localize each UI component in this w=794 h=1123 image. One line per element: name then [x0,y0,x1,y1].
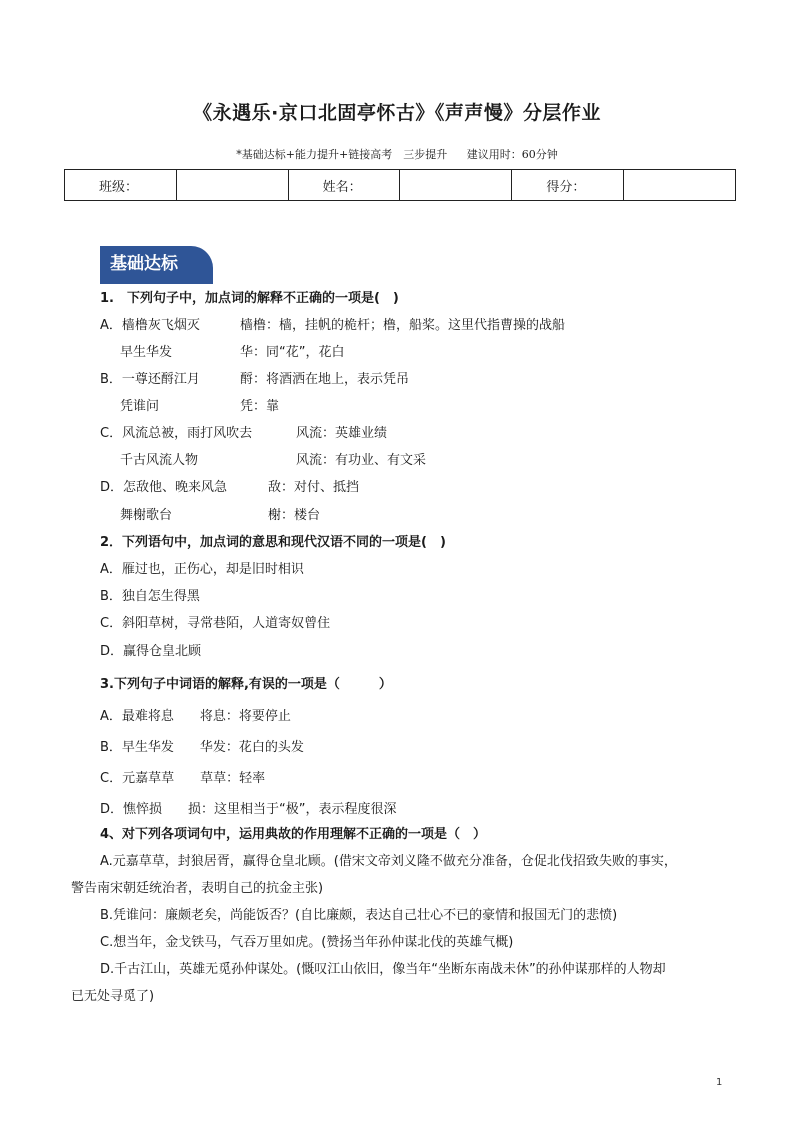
q1-option-b1-gloss: 酹：将酒洒在地上，表示凭吊 [240,372,410,387]
q4-option-d-line2: 已无处寻觅了) [71,989,155,1004]
q4-option-c: C.想当年，金戈铁马，气吞万里如虎。(赞扬当年孙仲谋北伐的英雄气概) [100,935,514,950]
q4-stem: 4、对下列各项词句中，运用典故的作用理解不正确的一项是（ ） [100,827,487,842]
q3-option-b: B．早生华发 华发：花白的头发 [100,740,304,755]
q1-option-a2-gloss: 华：同“花”，花白 [240,345,345,360]
name-label: 姓名： [288,170,400,201]
q1-option-c2: 千古风流人物 [120,453,199,468]
name-field[interactable] [400,170,512,201]
q4-option-a-line2: 警告南宋朝廷统治者，表明自己的抗金主张) [71,881,324,896]
q3-option-d: D．憔悴损 损：这里相当于“极”，表示程度很深 [100,802,397,817]
score-field[interactable] [624,170,736,201]
section-divider [100,282,213,284]
page-number: 1 [716,1077,723,1088]
q4-option-b: B.凭谁问：廉颇老矣，尚能饭否？(自比廉颇，表达自己壮心不已的豪情和报国无门的悲愤) [100,908,618,923]
q2-option-a: A．雁过也，正伤心，却是旧时相识 [100,562,304,577]
q2-stem: 2．下列语句中，加点词的意思和现代汉语不同的一项是( ) [100,535,446,550]
q1-option-b1: B．一尊还酹江月 [100,372,200,387]
q1-option-a1-gloss: 樯橹：樯，挂帆的桅杆；橹，船桨。这里代指曹操的战船 [240,318,566,333]
q3-stem: 3.下列句子中词语的解释,有误的一项是（ ） [100,677,392,692]
q1-option-d1-gloss: 敌：对付、抵挡 [268,480,360,495]
score-label: 得分： [512,170,624,201]
page-title: 《永遇乐·京口北固亭怀古》《声声慢》分层作业 [193,102,601,124]
q2-option-c: C．斜阳草树，寻常巷陌，人道寄奴曾住 [100,616,331,631]
q2-option-d: D．赢得仓皇北顾 [100,644,202,659]
q1-option-a1: A．樯橹灰飞烟灭 [100,318,200,333]
q1-option-d2-gloss: 榭：楼台 [268,508,321,523]
subtitle-steps: *基础达标+能力提升+链接高考 三步提升 [236,148,448,161]
q1-option-c1: C．风流总被，雨打风吹去 [100,426,253,441]
subtitle-time: 建议用时：60分钟 [466,148,558,161]
q3-option-c: C．元嘉草草 草草：轻率 [100,771,266,786]
q4-option-d-line1: D.千古江山，英雄无觅孙仲谋处。(慨叹江山依旧，像当年“坐断东南战未休”的孙仲谋那样的人物却 [100,962,666,977]
q1-stem: 1. 下列句子中，加点词的解释不正确的一项是( ) [100,291,399,306]
q2-option-b: B．独自怎生得黑 [100,589,200,604]
q1-option-d1: D．怎敌他、晚来风急 [100,480,228,495]
section-badge: 基础达标 [100,246,213,282]
subtitle [0,146,794,162]
student-info-table [64,169,736,201]
q1-option-b2: 凭谁问 [120,399,160,414]
q1-option-c2-gloss: 风流：有功业、有文采 [296,453,427,468]
q4-option-a-line1: A.元嘉草草，封狼居胥，赢得仓皇北顾。(借宋文帝刘义隆不做充分准备，仓促北伐招致失败的事实， [100,854,677,869]
class-label: 班级： [65,170,177,201]
class-field[interactable] [176,170,288,201]
q1-option-b2-gloss: 凭：靠 [240,399,280,414]
q3-option-a: A．最难将息 将息：将要停止 [100,709,291,724]
q1-option-a2: 早生华发 [120,345,173,360]
q1-option-d2: 舞榭歌台 [120,508,173,523]
q1-option-c1-gloss: 风流：英雄业绩 [296,426,388,441]
